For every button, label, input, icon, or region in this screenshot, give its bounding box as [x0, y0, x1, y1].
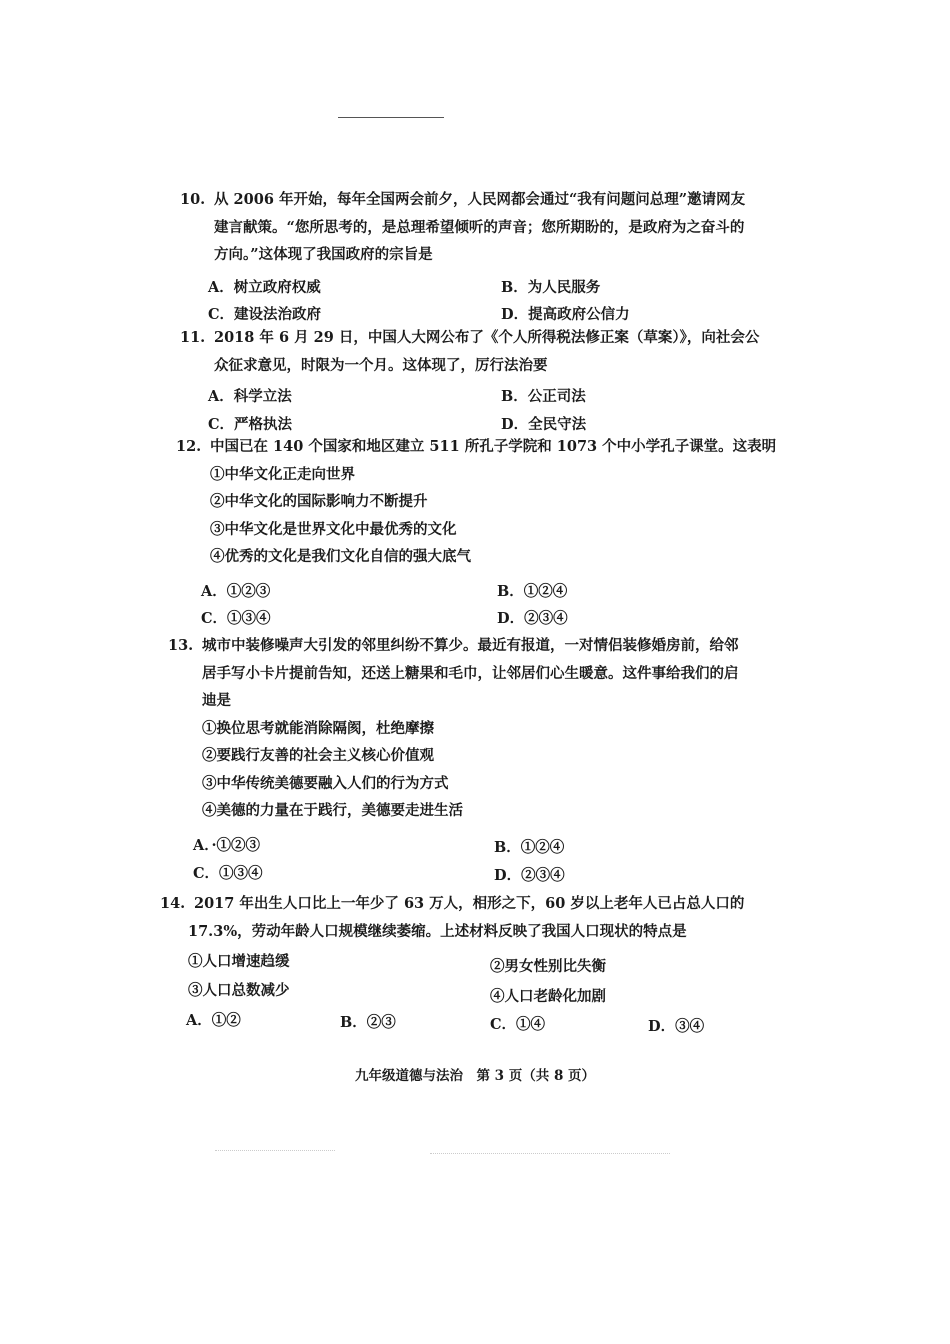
option-d: D．提高政府公信力 [501, 306, 630, 323]
question-number: 13. [168, 637, 194, 654]
question-number: 11. [180, 329, 206, 346]
header-rule [338, 117, 444, 118]
question-10 [180, 186, 745, 269]
question-number: 10. [180, 191, 206, 208]
statement-item: ①人口增速趋缓 [188, 953, 290, 970]
question-14 [160, 890, 744, 945]
question-text-line: 方向。”这体现了我国政府的宗旨是 [214, 246, 433, 263]
question-13 [168, 632, 739, 825]
option-a: A．·①②③ [193, 837, 261, 854]
question-text-line: 2017 年出生人口比上一年少了 63 万人，相形之下，60 岁以上老年人已占总人口的 [194, 895, 745, 912]
page-footer: 九年级道德与法治 第 3 页（共 8 页） [354, 1068, 596, 1084]
question-text-line: 迪是 [202, 692, 231, 709]
question-11 [180, 324, 759, 379]
statement-item: ②男女性别比失衡 [490, 958, 606, 975]
statement-item: ③人口总数减少 [188, 982, 290, 999]
statement-item: ①换位思考就能消除隔阂，杜绝摩擦 [202, 719, 434, 737]
question-text-line: 居手写小卡片提前告知，还送上糖果和毛巾，让邻居们心生暖意。这件事给我们的启 [202, 664, 739, 682]
option-d: D．②③④ [494, 867, 565, 884]
option-d: D．全民守法 [501, 416, 587, 433]
statement-item: ②要践行友善的社会主义核心价值观 [202, 747, 434, 764]
statement-item: ②中华文化的国际影响力不断提升 [210, 493, 428, 510]
statement-item: ④人口老龄化加剧 [490, 988, 606, 1005]
option-b: B．①②④ [494, 839, 565, 856]
option-c: C．严格执法 [208, 416, 293, 433]
option-a: A．①② [186, 1012, 241, 1029]
question-text-line: 中国已在 140 个国家和地区建立 511 所孔子学院和 1073 个中小学孔子课堂。这表明 [210, 438, 777, 455]
statement-item: ③中华文化是世界文化中最优秀的文化 [210, 520, 457, 538]
option-d: D．②③④ [497, 610, 568, 627]
statement-item: ③中华传统美德要融入人们的行为方式 [202, 774, 449, 792]
question-12 [176, 433, 776, 571]
question-number: 12. [176, 438, 202, 455]
option-c: C．①③④ [193, 865, 263, 882]
option-d: D．③④ [648, 1018, 705, 1035]
option-c: C．①④ [490, 1016, 546, 1033]
question-text-line: 城市中装修噪声大引发的邻里纠纷不算少。最近有报道，一对情侣装修婚房前，给邻 [202, 637, 739, 654]
option-b: B．为人民服务 [501, 279, 601, 296]
option-a: A．科学立法 [208, 388, 292, 405]
option-a: A．①②③ [201, 583, 271, 600]
scan-noise [430, 1153, 670, 1154]
question-text-line: 众征求意见，时限为一个月。这体现了，厉行法治要 [214, 356, 548, 374]
question-number: 14. [160, 895, 186, 912]
option-b: B．公正司法 [501, 388, 586, 405]
question-text-line: 建言献策。“您所思考的，是总理希望倾听的声音；您所期盼的，是政府为之奋斗的 [214, 218, 745, 236]
statement-item: ④优秀的文化是我们文化自信的强大底气 [210, 548, 471, 565]
option-b: B．②③ [340, 1014, 396, 1031]
option-c: C．建设法治政府 [208, 306, 322, 323]
statement-item: ①中华文化正走向世界 [210, 465, 355, 483]
scan-noise [215, 1150, 335, 1151]
option-a: A．树立政府权威 [208, 279, 321, 296]
question-text-line: 2018 年 6 月 29 日，中国人大网公布了《个人所得税法修正案（草案）》，向社会公 [214, 329, 760, 346]
question-text-line: 17.3%，劳动年龄人口规模继续萎缩。上述材料反映了我国人口现状的特点是 [188, 922, 687, 940]
option-b: B．①②④ [497, 583, 568, 600]
option-c: C．①③④ [201, 610, 271, 627]
question-text-line: 从 2006 年开始，每年全国两会前夕，人民网都会通过“我有问题问总理”邀请网友 [214, 191, 746, 208]
statement-item: ④美德的力量在于践行，美德要走进生活 [202, 802, 463, 819]
